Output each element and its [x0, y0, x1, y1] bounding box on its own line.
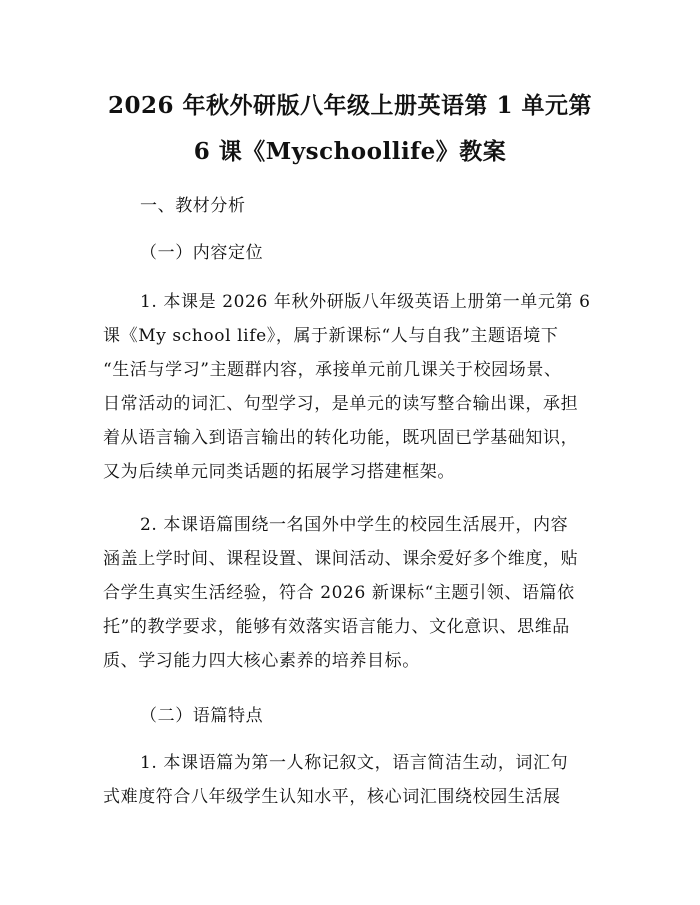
paragraph-1-line-1: 1. 本课是 2026 年秋外研版八年级英语上册第一单元第 6	[140, 292, 591, 312]
paragraph-2-line-5: 质、学习能力四大核心素养的培养目标。	[103, 651, 420, 671]
subsection-heading-text-features: （二）语篇特点	[140, 706, 264, 726]
paragraph-2-line-2: 涵盖上学时间、课程设置、课间活动、课余爱好多个维度，贴	[103, 549, 579, 569]
paragraph-1-line-3: “生活与学习”主题群内容，承接单元前几课关于校园场景、	[103, 360, 562, 380]
paragraph-1-line-4: 日常活动的词汇、句型学习，是单元的读写整合输出课，承担	[103, 394, 579, 414]
document-title-line-1: 2026 年秋外研版八年级上册英语第 1 单元第	[107, 92, 593, 119]
paragraph-1-line-5: 着从语言输入到语言输出的转化功能，既巩固已学基础知识，	[103, 428, 579, 448]
section-heading-textbook-analysis: 一、教材分析	[140, 196, 246, 216]
document-title-line-2: 6 课《Myschoollife》教案	[193, 138, 507, 165]
subsection-heading-content-positioning: （一）内容定位	[140, 243, 264, 263]
paragraph-3-line-1: 1. 本课语篇为第一人称记叙文，语言简洁生动，词汇句	[140, 753, 569, 773]
paragraph-2-line-3: 合学生真实生活经验，符合 2026 新课标“主题引领、语篇依	[103, 583, 575, 603]
paragraph-2-line-1: 2. 本课语篇围绕一名国外中学生的校园生活展开，内容	[140, 515, 569, 535]
paragraph-3-line-2: 式难度符合八年级学生认知水平，核心词汇围绕校园生活展	[103, 787, 561, 807]
paragraph-1-line-2: 课《My school life》，属于新课标“人与自我”主题语境下	[103, 326, 559, 346]
paragraph-1-line-6: 又为后续单元同类话题的拓展学习搭建框架。	[103, 462, 455, 482]
paragraph-2-line-4: 托”的教学要求，能够有效落实语言能力、文化意识、思维品	[103, 617, 570, 637]
